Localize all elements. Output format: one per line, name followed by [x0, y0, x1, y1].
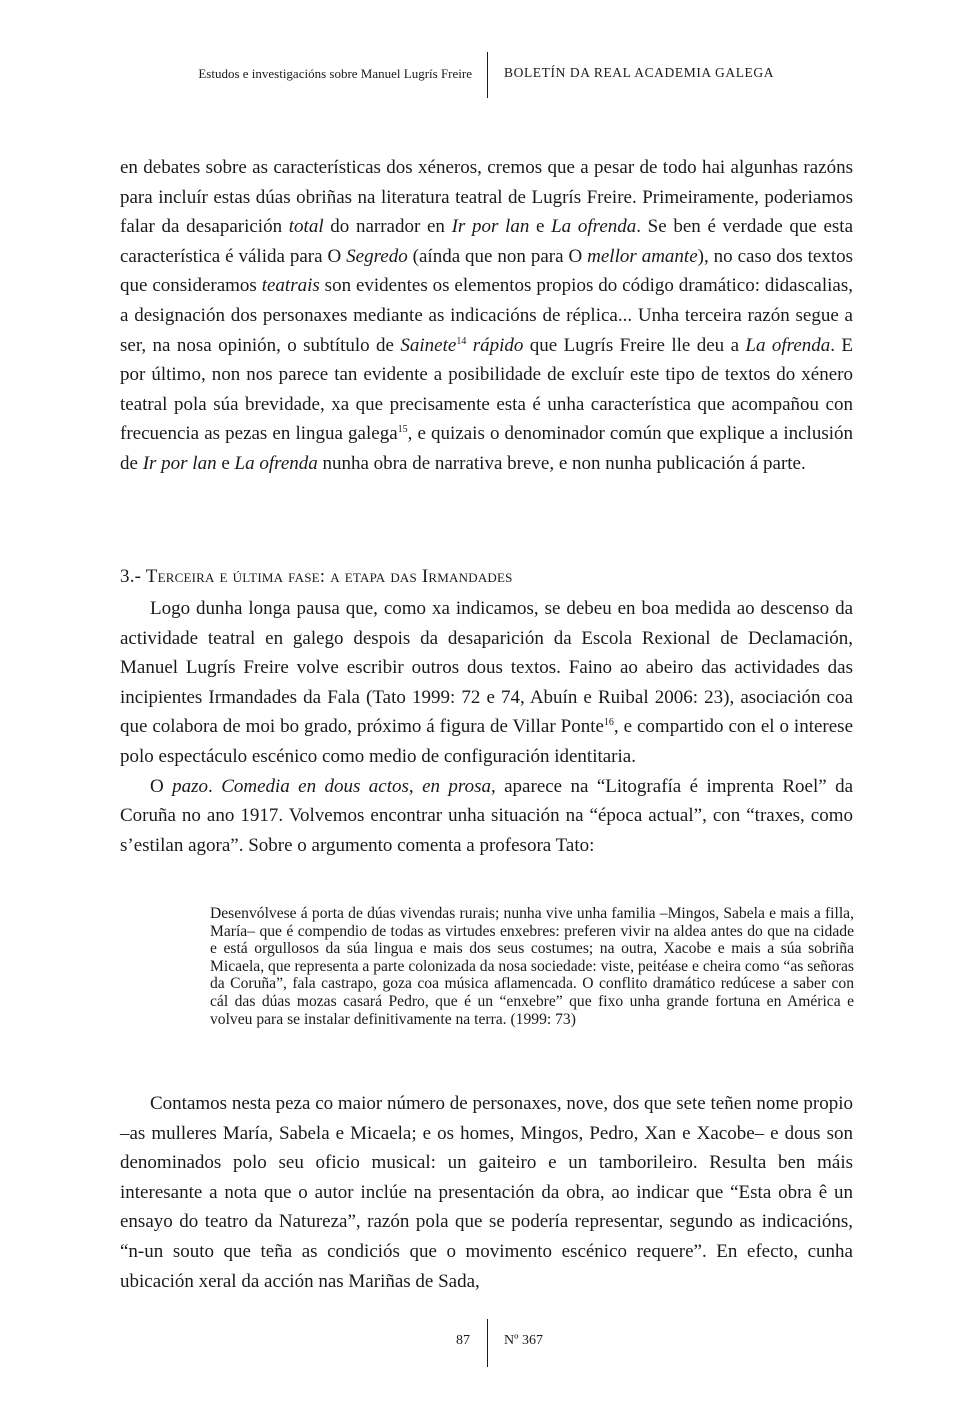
page-number: 87 — [456, 1333, 470, 1348]
running-head-journal: BOLETÍN DA REAL ACADEMIA GALEGA — [504, 65, 775, 80]
body-block-2 — [120, 594, 853, 860]
work-title: Segredo — [346, 245, 408, 267]
text-run: , aparece na “Litografía é imprenta Roel” da Coruña no ano 1917. Volvemos encontrar unha situación na “época actual”, con “traxes, como s’estilan agora”. Sobre o argumento comenta a profesora Tato: — [120, 775, 854, 856]
section-heading: 3.- Terceira e última fase: a etapa das Irmandades — [120, 566, 513, 587]
work-title: La ofrenda — [551, 216, 637, 238]
work-subtitle: Comedia en dous actos — [221, 775, 409, 797]
text-run: . — [208, 775, 222, 797]
text-run: e — [216, 452, 235, 474]
page-footer — [0, 1319, 975, 1367]
paragraph-2 — [120, 594, 853, 772]
work-title: Ir por lan — [142, 452, 217, 474]
running-head — [0, 52, 975, 98]
paragraph-4: Contamos nesta peza co maior número de personaxes, nove, dos que sete teñen nome propio –as mulleres María, Sabela e Micaela; e os homes, Mingos, Pedro, Xan e Xacobe– e dous son denominados polo seu oficio musical: un gaiteiro e un tamborileiro. Resulta ben máis interesante a nota que o autor inclúe na presentación da obra, ao indicar que “Esta obra ê un ensayo do teatro da Natureza”, razón pola que se podería representar, segundo as indicacións, “n-un souto que teña as condiciós que o movimento escénico requere”. En efecto, cunha ubicación xeral da acción nas Mariñas de Sada, — [120, 1093, 853, 1292]
body-block-1 — [120, 153, 853, 479]
text-run: , e compartido con el o interese polo espectáculo escénico como medio de configuración identitaria. — [120, 716, 853, 767]
italic-term: total — [288, 216, 324, 238]
text-run: , — [408, 775, 423, 797]
italic-term: rápido — [466, 334, 524, 356]
running-head-title: Estudos e investigacións sobre Manuel Lugrís Freire — [198, 66, 472, 81]
block-quote — [210, 905, 854, 1028]
footnote-marker[interactable]: 14 — [456, 335, 467, 347]
work-title: La ofrenda — [234, 452, 318, 474]
work-title: pazo — [172, 775, 209, 797]
work-subtitle: en prosa — [422, 775, 491, 797]
work-title: mellor amante — [587, 245, 698, 267]
text-run: son evidentes os elementos propios do código dramático: didascalias, a designación dos personaxes mediante as indicacións de réplica... Unha terceira razón segue a ser, na nosa opinión, o subtítulo de — [120, 275, 854, 356]
italic-term: Sainete — [400, 334, 457, 356]
text-run: que Lugrís Freire lle deu a — [523, 334, 746, 356]
text-run: . E por último, non nos parece tan evidente a posibilidade de excluír este tipo de textos do xénero teatral pola súa brevidade, xa que precisamente esta é unha característica que acompañou con frecuencia as pezas en lingua galega — [120, 334, 854, 445]
work-title: Ir por lan — [451, 216, 530, 238]
text-run: nunha obra de narrativa breve, e non nunha publicación á parte. — [317, 452, 806, 474]
issue-number: Nº 367 — [504, 1333, 543, 1348]
footer-divider — [487, 1319, 488, 1367]
text-run: e — [529, 216, 552, 238]
work-title: La ofrenda — [745, 334, 831, 356]
text-run: (aínda que non para O — [407, 245, 588, 267]
italic-term: teatrais — [261, 275, 320, 297]
text-run: ), no caso dos textos que consideramos — [120, 245, 853, 297]
running-head-divider — [487, 52, 488, 98]
text-run: do narrador en — [323, 216, 452, 238]
paragraph-3 — [120, 772, 853, 861]
text-run: . Se ben é verdade que esta característica é válida para O — [120, 216, 853, 267]
body-block-3 — [120, 1089, 853, 1296]
quote-text: Desenvólvese á porta de dúas vivendas rurais; nunha vive unha familia –Mingos, Sabela e mais a filla, María– que é compendio de todas as virtudes enxebres: preferen vivir na aldea antes do que na cidade e está orgullosos da súa lingua e mais dos seus costumes; na outra, Xacobe e mais a súa sobriña Micaela, que representa a parte colonizada da nosa sociedade: viste, peitéase e cheira como “as señoras da Coruña”, fala castrapo, goza coa música aflamencada. O conflito dramático redúcese a saber con cál das dúas mozas casará Pedro, que é un “enxebre” que fixo unha grande fortuna en América e volveu para se instalar definitivamente na terra. (1999: 73) — [210, 905, 854, 1028]
paragraph-1 — [120, 153, 853, 479]
footnote-marker[interactable]: 16 — [603, 717, 614, 729]
text-run: O — [150, 775, 173, 797]
text-run: , e quizais o denominador común que explique a inclusión de — [120, 423, 853, 474]
text-run: en debates sobre as características dos xéneros, cremos que a pesar de todo hai algunhas razóns para incluír estas dúas obriñas na literatura teatral de Lugrís Freire. Primeiramente, poderiamos falar da desaparición — [120, 157, 853, 238]
text-run: Logo dunha longa pausa que, como xa indicamos, se debeu en boa medida ao descenso da actividade teatral en galego despois da desaparición da Escola Rexional de Declamación, Manuel Lugrís Freire volve escribir outros dous textos. Faino ao abeiro das actividades das incipientes Irmandades da Fala (Tato 1999: 72 e 74, Abuín e Ruibal 2006: 23), asociación coa que colabora de moi bo grado, próximo á figura de Villar Ponte — [120, 598, 853, 738]
footnote-marker[interactable]: 15 — [397, 424, 408, 436]
